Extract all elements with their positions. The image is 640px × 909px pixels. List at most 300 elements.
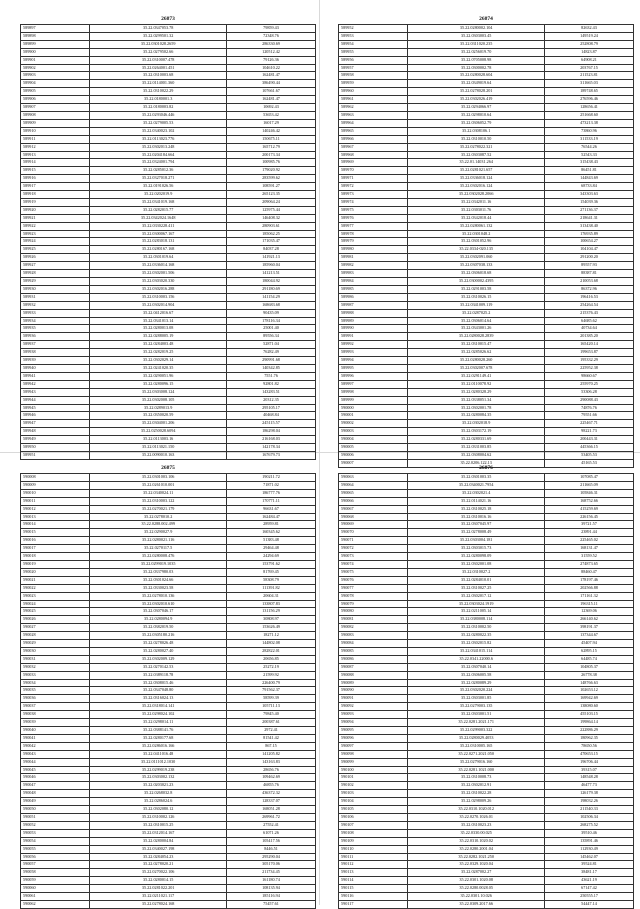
table-row [21,774,316,782]
table-row [21,695,316,703]
cadastral-number-cell: 35.22.0308004.62 [408,451,545,459]
value-cell: 53653.42 [227,111,316,119]
cadastral-number-cell: 35.22.0342018.44 [408,214,545,222]
table-row [21,372,316,380]
table-row [339,72,634,80]
parcel-id-cell: 590092 [339,703,408,711]
table-row [339,325,634,333]
cadastral-number-cell: 35.22.0304001.206 [90,420,227,428]
parcel-id-cell: 589948 [21,428,90,436]
value-cell: 201385.20 [545,333,634,341]
table-row [21,206,316,214]
parcel-id-cell: 590080 [339,608,408,616]
table-row [21,790,316,798]
cadastral-number-cell: 35.22.0306018.68 [408,270,545,278]
parcel-id-cell: 589911 [21,135,90,143]
parcel-id-cell: 590019 [21,560,90,568]
cadastral-number-cell: 35.22.0301024.66 [90,576,227,584]
table-row [339,632,634,640]
parcel-id-cell: 590029 [21,640,90,648]
cadastral-number-cell: 35.22.0288.002.499 [90,521,227,529]
parcel-id-cell: 589963 [339,111,408,119]
table-row [339,198,634,206]
table-row [339,151,634,159]
table-row [21,317,316,325]
value-cell: 52871.04 [227,341,316,349]
value-cell: 98660.67 [545,372,634,380]
value-cell: 40468.84 [227,412,316,420]
table-row [21,254,316,262]
value-cell: 141205.82 [227,750,316,758]
parcel-id-cell: 589918 [21,191,90,199]
parcel-id-cell: 589972 [339,183,408,191]
parcel-id-cell: 590032 [21,663,90,671]
value-cell: 71871.02 [227,481,316,489]
table-row [21,396,316,404]
parcel-id-cell: 590012 [21,505,90,513]
value-cell: 311533.19 [545,135,634,143]
table-row [339,388,634,396]
value-cell: 180962.35 [545,734,634,742]
parcel-id-cell: 590028 [21,632,90,640]
value-cell: 185116.94 [227,893,316,901]
cadastral-number-cell: 35.22.0280084.35 [408,412,545,420]
parcel-id-cell: 590031 [21,655,90,663]
value-cell: 290088.43 [545,396,634,404]
parcel-id-cell: 589994 [339,357,408,365]
cadastral-number-cell: 35.22.0310003.122 [90,497,227,505]
value-cell: 200387.61 [227,719,316,727]
table-row [21,444,316,452]
parcel-id-cell: 589979 [339,238,408,246]
cadastral-number-cell: 35.22.0300002.78 [408,64,545,72]
parcel-id-cell: 590007 [339,459,408,467]
cadastral-number-cell: 35.22.0303087.52 [408,151,545,159]
cadastral-number-cell: 35.22.0330023.58 [90,584,227,592]
cadastral-number-cell: 35.22.0303001.51 [408,711,545,719]
table-row [339,742,634,750]
table-row [21,119,316,127]
cadastral-number-cell: 35.22.0303172.19 [408,428,545,436]
value-cell: 226400.79 [227,679,316,687]
parcel-id-cell: 589949 [21,436,90,444]
table-row [339,56,634,64]
value-cell: 100654.27 [545,238,634,246]
parcel-id-cell: 589986 [339,293,408,301]
cadastral-number-cell: 35.22.0191026.56 [90,183,227,191]
cadastral-number-cell: 35.22.0281.2021.171 [408,719,545,727]
table-row [339,183,634,191]
cadastral-number-cell: 35.22.0302091.060 [408,254,545,262]
cadastral-number-cell: 35.22.0338051.34 [408,396,545,404]
table-row [21,127,316,135]
value-cell: 23891.44 [545,529,634,537]
value-cell: 185062.25 [227,230,316,238]
cadastral-number-cell: 35.22.0280004.84 [90,837,227,845]
table-row [339,687,634,695]
value-cell: 167679.73 [227,451,316,459]
parcel-id-cell: 590047 [21,782,90,790]
cadastral-number-cell: 35.22.0280098.09 [408,553,545,561]
table-row [21,159,316,167]
parcel-id-cell: 590040 [21,727,90,735]
parcel-id-cell: 589991 [339,333,408,341]
parcel-id-cell: 589965 [339,127,408,135]
cadastral-number-cell: 35.22.0202019.9 [90,191,227,199]
parcel-id-cell: 589929 [21,278,90,286]
page-sheet-2 [338,14,634,468]
parcel-id-cell: 590094 [339,719,408,727]
cadastral-number-cell: 35.22.0270.1026.01 [408,813,545,821]
table-row [339,537,634,545]
value-cell: 315438.43 [545,159,634,167]
table-row [21,40,316,48]
parcel-id-cell: 590046 [21,774,90,782]
value-cell: 25272.19 [227,663,316,671]
parcel-id-cell: 590078 [339,592,408,600]
parcel-id-cell: 589954 [339,40,408,48]
table-row [339,798,634,806]
value-cell: 79551.66 [545,412,634,420]
cadastral-number-cell: 35.22.0180001.3 [90,96,227,104]
value-cell: 135891.46 [545,837,634,845]
cadastral-number-cell: 35.22.0302001.08 [408,560,545,568]
parcel-id-cell: 590003 [339,428,408,436]
parcel-id-cell: 589921 [21,214,90,222]
parcel-id-cell: 589946 [21,412,90,420]
cadastral-number-cell: 35.22.0306014.64 [408,317,545,325]
value-cell: 867.15 [227,742,316,750]
cadastral-number-cell: 35.22.0302008.105 [90,396,227,404]
table-row [21,341,316,349]
cadastral-number-cell: 35.22.0285026.62 [408,349,545,357]
value-cell: 108591.27 [227,183,316,191]
parcel-id-cell: 590033 [21,671,90,679]
cadastral-number-cell: 35.22.0302014.904 [90,301,227,309]
parcel-id-cell: 589933 [21,309,90,317]
parcel-id-cell: 590093 [339,711,408,719]
parcel-id-cell: 589961 [339,96,408,104]
sheet-title: 26873 [161,16,175,22]
parcel-id-cell: 589922 [21,222,90,230]
value-cell: 343303.63 [545,191,634,199]
cadastral-number-cell: 35.22.0336014.168 [90,262,227,270]
parcel-id-cell: 590026 [21,616,90,624]
value-cell: 133807.83 [227,600,316,608]
value-cell: 38481.17 [545,869,634,877]
value-cell: 89557.93 [545,262,634,270]
cadastral-number-cell: 35.22.0303004.181 [408,537,545,545]
cadastral-number-cell: 35.22.0302021.4 [408,489,545,497]
table-row [21,742,316,750]
parcel-id-cell: 590110 [339,845,408,853]
cadastral-number-cell: 35.22.0310027.2 [408,568,545,576]
value-cell: 53405.53 [545,451,634,459]
value-cell: 791562.37 [227,687,316,695]
table-row [21,222,316,230]
cadastral-number-cell: 35.22.0211005.14 [408,608,545,616]
parcel-id-cell: 589903 [21,72,90,80]
table-row [339,750,634,758]
parcel-id-cell: 590074 [339,560,408,568]
cadastral-number-cell: 35.22.0340024.11 [90,489,227,497]
value-cell: 199864.14 [545,719,634,727]
cadastral-number-cell: 35.22.0310003.156 [90,293,227,301]
table-row [339,127,634,135]
table-row [339,837,634,845]
value-cell: 89556.34 [227,333,316,341]
parcel-id-cell: 590014 [21,521,90,529]
cadastral-number-cell: 35.22.0308015.46 [90,679,227,687]
cadastral-number-cell: 35.22.0337980.03 [90,568,227,576]
parcel-id-cell: 590068 [339,513,408,521]
parcel-id-cell: 589966 [339,135,408,143]
parcel-id-cell: 590069 [339,521,408,529]
cadastral-number-cell: 35.22.0302018.9 [408,420,545,428]
table-row [21,497,316,505]
parcel-id-cell: 589982 [339,262,408,270]
value-cell: 226156.45 [545,513,634,521]
table-row [339,230,634,238]
cadastral-number-cell: 35.22.0324001.794 [90,159,227,167]
table-row [21,766,316,774]
value-cell: 216168.03 [227,436,316,444]
parcel-id-cell: 589998 [339,388,408,396]
parcel-id-cell: 589917 [21,183,90,191]
table-row [339,600,634,608]
value-cell: 107661.67 [227,88,316,96]
cadastral-number-cell: 35.22.0350020.59 [90,412,227,420]
parcel-id-cell: 590097 [339,742,408,750]
table-row [21,837,316,845]
cadastral-number-cell: 35.22.0306052.79 [408,119,545,127]
parcel-id-cell: 590056 [21,853,90,861]
value-cell: 10692.43 [227,104,316,112]
value-cell: 45407.94 [545,640,634,648]
value-cell: 20312.35 [227,396,316,404]
value-cell: 109462.69 [227,774,316,782]
parcel-id-cell: 589959 [339,80,408,88]
parcel-id-cell: 590054 [21,837,90,845]
table-row [21,64,316,72]
value-cell: 171035.47 [227,238,316,246]
table-row [339,420,634,428]
parcel-id-cell: 590057 [21,861,90,869]
parcel-id-cell: 589987 [339,301,408,309]
table-row [21,647,316,655]
table-row [339,821,634,829]
value-cell: 64685.62 [545,317,634,325]
table-row [339,357,634,365]
parcel-id-cell: 590065 [339,489,408,497]
value-cell: 305170.06 [227,861,316,869]
cadastral-number-cell: 35.22.0261010.001 [90,481,227,489]
table-row [339,853,634,861]
value-cell: 178197.46 [545,576,634,584]
cadastral-number-cell: 35.22.0299003.322 [408,727,545,735]
value-cell: 189748.65 [545,88,634,96]
table-row [339,111,634,119]
value-cell: 162484.47 [227,513,316,521]
value-cell: 16017.29 [227,119,316,127]
parcel-id-cell: 589975 [339,206,408,214]
value-cell: 162481.47 [227,72,316,80]
table-row [339,869,634,877]
value-cell: 144802.08 [227,640,316,648]
parcel-id-cell: 590009 [21,481,90,489]
cadastral-number-cell: 35.22.0303024.1919 [408,600,545,608]
value-cell: 53306.28 [545,388,634,396]
cadastral-number-cell: 35.22.0310.1020.02 [408,837,545,845]
table-row [339,278,634,286]
cadastral-number-cell: 35.22.0206.122.13 [408,459,545,467]
parcel-id-cell: 589969 [339,159,408,167]
value-cell: 470653.15 [545,750,634,758]
cadastral-number-cell: 35.22.0290051.96 [90,372,227,380]
value-cell: 250555.17 [545,893,634,901]
value-cell: 150675.11 [227,135,316,143]
cadastral-number-cell: 35.22.0302026.419 [408,96,545,104]
cadastral-number-cell: 35.22.0347053.78 [90,25,227,33]
table-row [339,96,634,104]
table-row [339,885,634,893]
cadastral-number-cell: 35.22.0114001.360 [90,80,227,88]
value-cell: 144843.69 [545,175,634,183]
value-cell: 81541.42 [227,734,316,742]
value-cell: 120512.42 [227,48,316,56]
value-cell: 39524.81 [545,861,634,869]
parcel-id-cell: 590004 [339,436,408,444]
parcel-id-cell: 589926 [21,254,90,262]
value-cell: 88460.47 [545,568,634,576]
parcel-id-cell: 589902 [21,64,90,72]
value-cell: 112930.49 [545,845,634,853]
cadastral-number-cell: 35.22.0280167.168 [90,246,227,254]
value-cell: 211734.45 [227,869,316,877]
table-row [21,885,316,893]
table-row [339,592,634,600]
value-cell: 39315.07 [545,766,634,774]
cadastral-number-cell: 35.22.0310007.478 [90,56,227,64]
value-cell: 143163.83 [227,758,316,766]
table-row [339,301,634,309]
table-row [339,655,634,663]
value-cell: 141154.29 [227,293,316,301]
parcel-id-cell: 589930 [21,285,90,293]
cadastral-number-cell: 35.22.0211021.117 [90,893,227,901]
cadastral-number-cell: 35.22.0341.22000.6 [408,655,545,663]
cadastral-number-cell: 35.22.0310008.73 [408,774,545,782]
cadastral-number-cell: 35.22.0203021.23 [90,782,227,790]
value-cell: 271136.37 [545,206,634,214]
parcel-id-cell: 589945 [21,404,90,412]
cadastral-number-cell: 35.22.0310.1020.012 [408,806,545,814]
value-cell: 198032.26 [545,798,634,806]
parcel-id-cell: 590083 [339,632,408,640]
value-cell: 102653.12 [545,687,634,695]
cadastral-number-cell: 35.22.0302080.12 [90,806,227,814]
cadastral-number-cell: 35.22.0389118.78 [90,671,227,679]
table-row [21,877,316,885]
cadastral-number-cell: 35.22.0299501.32 [90,32,227,40]
cadastral-number-cell: 35.22.01.14031.264 [408,159,545,167]
parcel-id-cell: 590059 [21,877,90,885]
table-row [21,560,316,568]
cadastral-number-cell: 35.22.0382019.50 [90,624,227,632]
cadastral-number-cell: 35.22.0280096.15 [90,380,227,388]
value-cell: 290991.68 [227,357,316,365]
table-row [21,151,316,159]
parcel-id-cell: 589936 [21,333,90,341]
value-cell: 313438.40 [545,222,634,230]
table-row [21,687,316,695]
cadastral-number-cell: 35.22.0279502.66 [90,48,227,56]
value-cell: 200173.34 [227,151,316,159]
cadastral-number-cell: 35.22.0280328.29 [408,388,545,396]
value-cell: 46477.73 [545,782,634,790]
value-cell: 128337.07 [227,798,316,806]
cadastral-number-cell: 35.22.0301003.106 [90,474,227,482]
cadastral-number-cell: 35.22.0289013.9 [90,404,227,412]
value-cell: 215376.43 [545,309,634,317]
value-cell: 196706.44 [545,758,634,766]
table-row [21,537,316,545]
cadastral-number-cell: 35.22.0279005.53 [90,119,227,127]
parcel-id-cell: 590107 [339,821,408,829]
value-cell: 61071.26 [227,829,316,837]
parcel-id-cell: 589950 [21,444,90,452]
table-row [21,230,316,238]
parcel-id-cell: 590102 [339,782,408,790]
value-cell: 265123.35 [227,191,316,199]
value-cell: 111391.82 [227,584,316,592]
value-cell: 31559.52 [545,553,634,561]
value-cell: 58308.79 [227,576,316,584]
table-row [339,719,634,727]
value-cell: 283599.62 [227,175,316,183]
parcel-id-cell: 589977 [339,222,408,230]
cadastral-number-cell: 35.22.0341009.119 [408,301,545,309]
value-cell: 102506.34 [545,813,634,821]
table-row [339,80,634,88]
parcel-id-cell: 589913 [21,151,90,159]
table-row [339,309,634,317]
value-cell: 276596.46 [545,96,634,104]
cadastral-number-cell: 35.22.0412016.67 [90,309,227,317]
table-row [21,671,316,679]
cadastral-number-cell: 35.22.0204184.664 [90,151,227,159]
cadastral-number-cell: 35.22.0298010.64 [408,111,545,119]
table-row [339,88,634,96]
cadastral-number-cell: 35.22.0299019.238 [90,766,227,774]
parcel-id-cell: 590058 [21,869,90,877]
parcel-id-cell: 589909 [21,119,90,127]
cadastral-number-cell: 35.22.0302020.224 [408,687,545,695]
table-row [21,798,316,806]
parcel-id-cell: 589980 [339,246,408,254]
table-row [339,372,634,380]
parcel-id-cell: 590022 [21,584,90,592]
table-row [339,766,634,774]
parcel-id-cell: 590114 [339,877,408,885]
cadastral-number-cell: 35.22.0294066.97 [408,104,545,112]
value-cell: 82632.43 [545,25,634,33]
value-cell: 88387.81 [545,270,634,278]
table-row [21,679,316,687]
table-row [339,790,634,798]
cadastral-number-cell: 35.22.0388141.76 [90,727,227,735]
table-row [21,167,316,175]
